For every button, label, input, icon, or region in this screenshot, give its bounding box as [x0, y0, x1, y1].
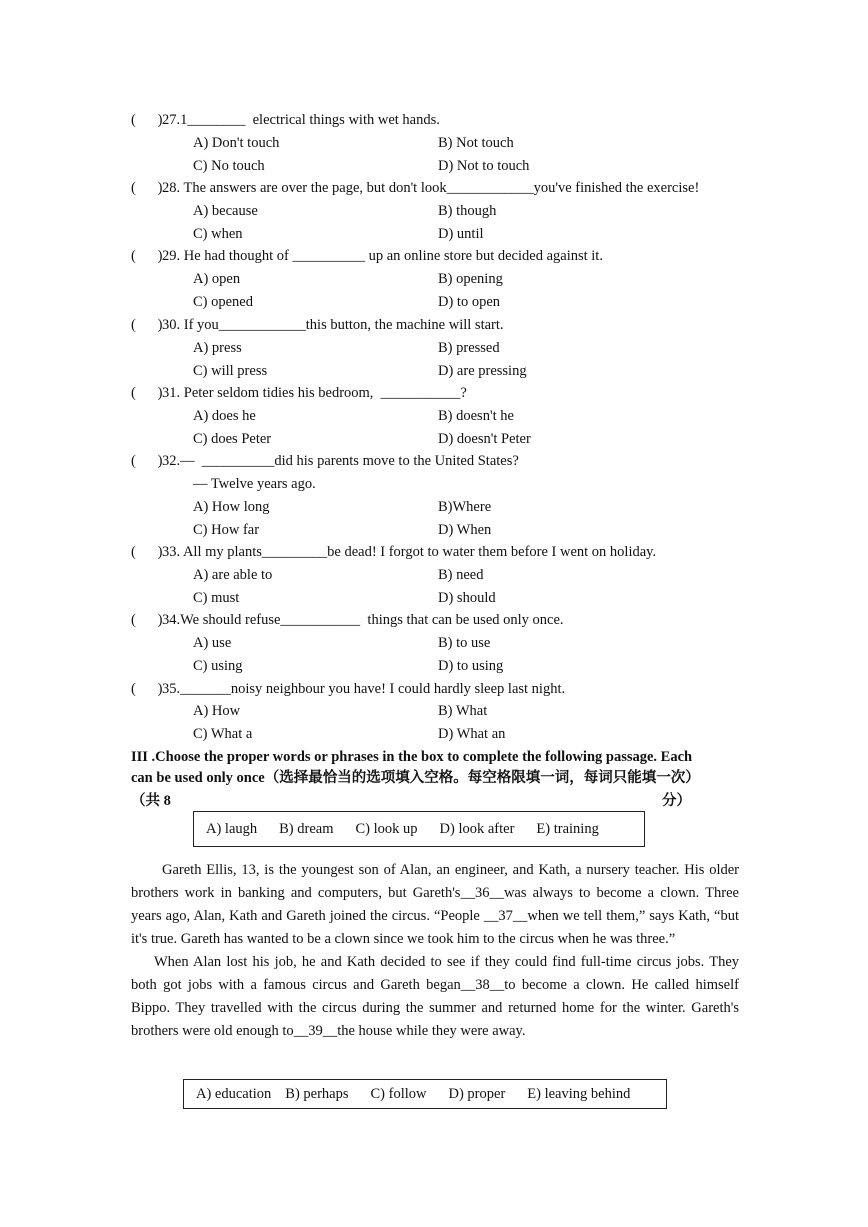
- option-a: A) Don't touch: [193, 135, 280, 151]
- option-d: D) to open: [438, 294, 501, 310]
- section-heading-line2: can be used only once（选择最恰当的选项填入空格。每空格限填一词，每词只能填一次）: [131, 770, 700, 786]
- answer-paren: ( ): [131, 385, 163, 401]
- question-29-stem: 29. He had thought of __________ up an online store but decided against it.: [162, 248, 603, 264]
- option-c: C) using: [193, 658, 243, 674]
- option-d: D) doesn't Peter: [438, 431, 531, 447]
- passage-paragraph-2: [131, 951, 739, 1043]
- blank-37: __37__: [483, 908, 528, 924]
- option-d: D) until: [438, 226, 484, 242]
- option-d: D) are pressing: [438, 363, 527, 379]
- question-35-stem: 35._______noisy neighbour you have! I could hardly sleep last night.: [162, 681, 566, 697]
- option-a: A) are able to: [193, 567, 273, 583]
- passage: [131, 859, 739, 1043]
- option-d: D) to using: [438, 658, 504, 674]
- answer-paren: ( ): [131, 453, 163, 469]
- answer-paren: ( ): [131, 180, 163, 196]
- word-option: C) follow: [370, 1085, 427, 1102]
- question-28-stem: 28. The answers are over the page, but don't look____________you've finished the exercise!: [162, 180, 700, 196]
- option-c: C) does Peter: [193, 431, 272, 447]
- option-b: B) need: [438, 567, 484, 583]
- word-option: D) proper: [448, 1085, 506, 1102]
- section-heading-line1: III .Choose the proper words or phrases in the box to complete the following passage. Each: [131, 749, 693, 765]
- answer-paren: ( ): [131, 112, 163, 128]
- passage-text: was always to become a clown. Three years ago, Alan, Kath and Gareth joined the circus. “People: [131, 885, 739, 924]
- option-a: A) How: [193, 703, 241, 719]
- passage-text: when we tell them,” says Kath, “but it's true. Gareth has wanted to be a clown since we took him to the circus when he was three.”: [131, 908, 740, 947]
- question-27-stem: 27.1________ electrical things with wet hands.: [162, 112, 440, 128]
- option-c: C) No touch: [193, 158, 265, 174]
- option-a: A) open: [193, 271, 241, 287]
- blank-39: __39__: [293, 1023, 338, 1039]
- passage-paragraph-1: [131, 859, 739, 951]
- option-d: D) When: [438, 522, 492, 538]
- option-b: B) to use: [438, 635, 491, 651]
- section-points-right: 分）: [662, 793, 691, 809]
- option-b: B) Not touch: [438, 135, 514, 151]
- word-option: D) look after: [439, 820, 515, 837]
- option-c: C) will press: [193, 363, 268, 379]
- answer-paren: ( ): [131, 681, 163, 697]
- option-a: A) How long: [193, 499, 270, 515]
- question-33-stem: 33. All my plants_________be dead! I forgot to water them before I went on holiday.: [162, 544, 657, 560]
- passage-text: When Alan lost his job, he and Kath decided to see if they could find full-time circus jobs. They both got jobs with a famous circus and Gareth began: [131, 954, 739, 993]
- word-option: B) perhaps: [285, 1085, 349, 1102]
- answer-paren: ( ): [131, 612, 163, 628]
- option-a: A) because: [193, 203, 258, 219]
- option-b: B) opening: [438, 271, 503, 287]
- option-a: A) does he: [193, 408, 256, 424]
- question-31-stem: 31. Peter seldom tidies his bedroom, ___________?: [162, 385, 467, 401]
- section-points-left: （共 8: [131, 793, 171, 809]
- word-option: A) education: [196, 1085, 272, 1102]
- question-32-stem: 32.— __________did his parents move to the United States?: [162, 453, 519, 469]
- option-d: D) should: [438, 590, 496, 606]
- question-32-reply: — Twelve years ago.: [193, 476, 316, 492]
- option-c: C) when: [193, 226, 243, 242]
- option-b: B) though: [438, 203, 497, 219]
- word-option: E) leaving behind: [527, 1085, 631, 1102]
- option-d: D) Not to touch: [438, 158, 530, 174]
- word-box-1: [193, 811, 645, 847]
- option-b: B)Where: [438, 499, 492, 515]
- option-c: C) must: [193, 590, 240, 606]
- word-option: E) training: [536, 820, 599, 837]
- option-d: D) What an: [438, 726, 506, 742]
- option-b: B) doesn't he: [438, 408, 514, 424]
- option-a: A) press: [193, 340, 242, 356]
- blank-38: __38__: [460, 977, 505, 993]
- word-box-2: [183, 1079, 667, 1109]
- option-c: C) What a: [193, 726, 253, 742]
- word-option: A) laugh: [206, 820, 258, 837]
- option-c: C) How far: [193, 522, 260, 538]
- word-option: B) dream: [279, 820, 334, 837]
- passage-text: the house while they were away.: [337, 1023, 526, 1039]
- question-30-stem: 30. If you____________this button, the machine will start.: [162, 317, 504, 333]
- answer-paren: ( ): [131, 544, 163, 560]
- answer-paren: ( ): [131, 317, 163, 333]
- passage-text: to become a clown. He called himself Bippo. They travelled with the circus during the summer and returned home for the winter. Gareth's brothers were old enough to: [131, 977, 739, 1039]
- answer-paren: ( ): [131, 248, 163, 264]
- option-b: B) What: [438, 703, 488, 719]
- option-c: C) opened: [193, 294, 253, 310]
- blank-36: __36__: [460, 885, 504, 901]
- option-b: B) pressed: [438, 340, 500, 356]
- word-option: C) look up: [355, 820, 418, 837]
- passage-text: Gareth Ellis, 13, is the youngest son of Alan, an engineer, and Kath, a nursery teacher. His older brothers work in banking and computers, but Gareth's: [131, 862, 739, 901]
- question-34-stem: 34.We should refuse___________ things that can be used only once.: [162, 612, 564, 628]
- option-a: A) use: [193, 635, 232, 651]
